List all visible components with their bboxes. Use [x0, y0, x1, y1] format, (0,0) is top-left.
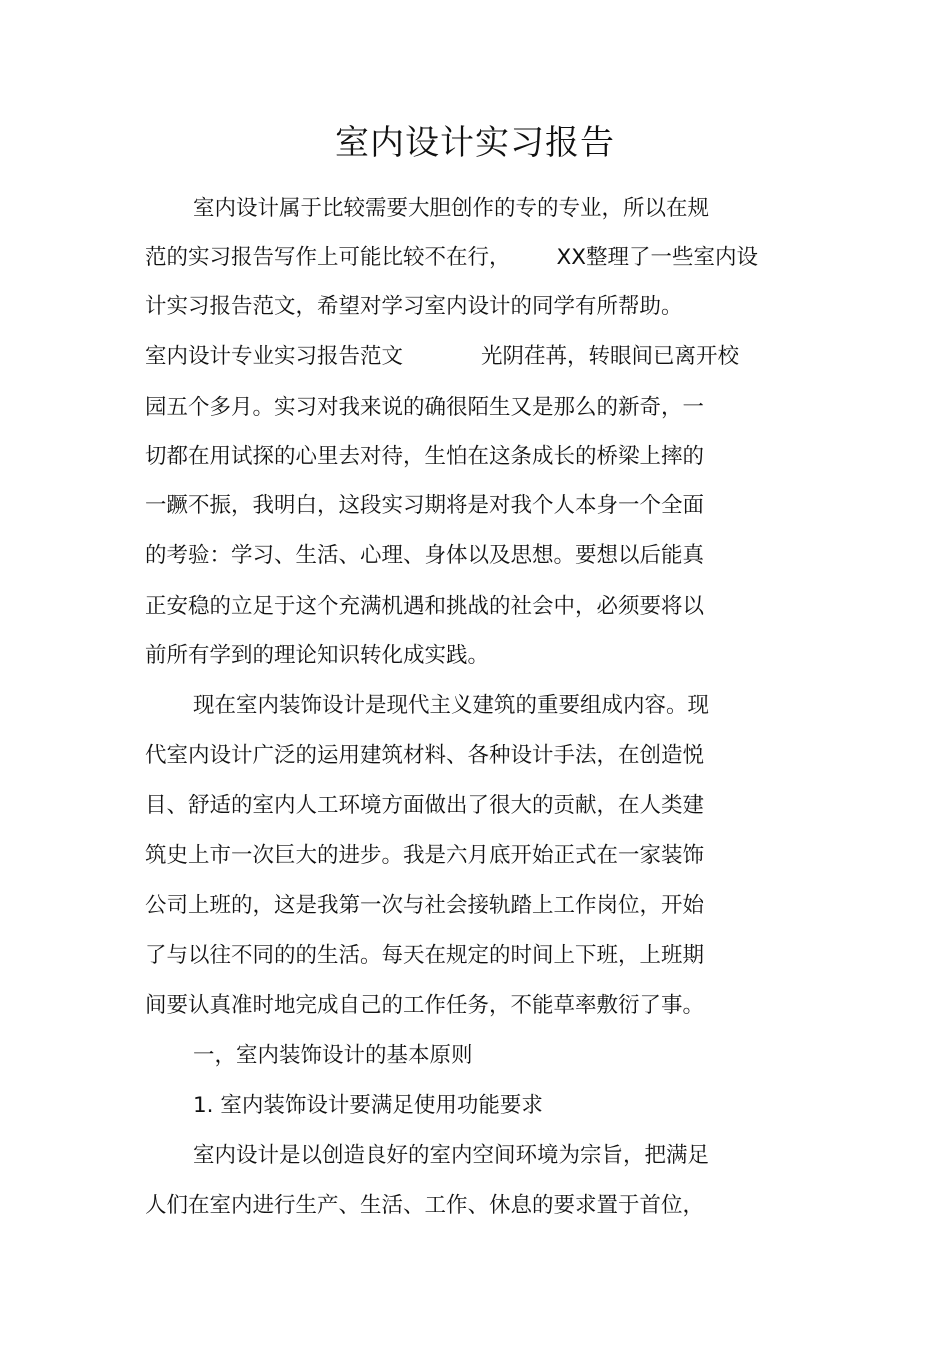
paragraph-line: 正安稳的立足于这个充满机遇和挑战的社会中，必须要将以	[145, 594, 705, 619]
paragraph-line: 前所有学到的理论知识转化成实践。	[145, 643, 490, 668]
document-title: 室内设计实习报告	[335, 123, 615, 163]
subsection-heading: 1. 室内装饰设计要满足使用功能要求	[193, 1093, 543, 1118]
paragraph-line-part: 室内设计专业实习报告范文	[145, 344, 404, 369]
paragraph-line: 计实习报告范文，希望对学习室内设计的同学有所帮助。	[145, 294, 683, 319]
paragraph-line: 切都在用试探的心里去对待，生怕在这条成长的桥梁上摔的	[145, 444, 705, 469]
paragraph-line: 了与以往不同的的生活。每天在规定的时间上下班，上班期	[145, 943, 705, 968]
paragraph-line: 园五个多月。实习对我来说的确很陌生又是那么的新奇，一	[145, 395, 705, 420]
paragraph-line: 公司上班的，这是我第一次与社会接轨踏上工作岗位，开始	[145, 893, 705, 918]
paragraph-line: 间要认真准时地完成自己的工作任务，不能草率敷衍了事。	[145, 993, 705, 1018]
paragraph-line-part: 光阴荏苒，转眼间已离开校	[481, 344, 740, 369]
section-heading: 一，室内装饰设计的基本原则	[193, 1043, 473, 1068]
paragraph-line: 现在室内装饰设计是现代主义建筑的重要组成内容。现	[193, 693, 710, 718]
paragraph-line: 代室内设计广泛的运用建筑材料、各种设计手法，在创造悦	[145, 743, 705, 768]
paragraph-line	[145, 242, 758, 274]
paragraph-line-part: XX整理了一些室内设	[556, 245, 758, 270]
paragraph-line	[145, 341, 739, 373]
paragraph-line: 筑史上市一次巨大的进步。我是六月底开始正式在一家装饰	[145, 843, 705, 868]
paragraph-line: 人们在室内进行生产、生活、工作、休息的要求置于首位，	[145, 1193, 705, 1218]
paragraph-line-part: 范的实习报告写作上可能比较不在行，	[145, 245, 511, 270]
paragraph-line: 目、舒适的室内人工环境方面做出了很大的贡献，在人类建	[145, 793, 705, 818]
paragraph-line: 一蹶不振，我明白，这段实习期将是对我个人本身一个全面	[145, 493, 705, 518]
paragraph-line: 的考验：学习、生活、心理、身体以及思想。要想以后能真	[145, 543, 705, 568]
paragraph-line: 室内设计是以创造良好的室内空间环境为宗旨，把满足	[193, 1143, 710, 1168]
paragraph-line: 室内设计属于比较需要大胆创作的专的专业，所以在规	[193, 196, 710, 221]
